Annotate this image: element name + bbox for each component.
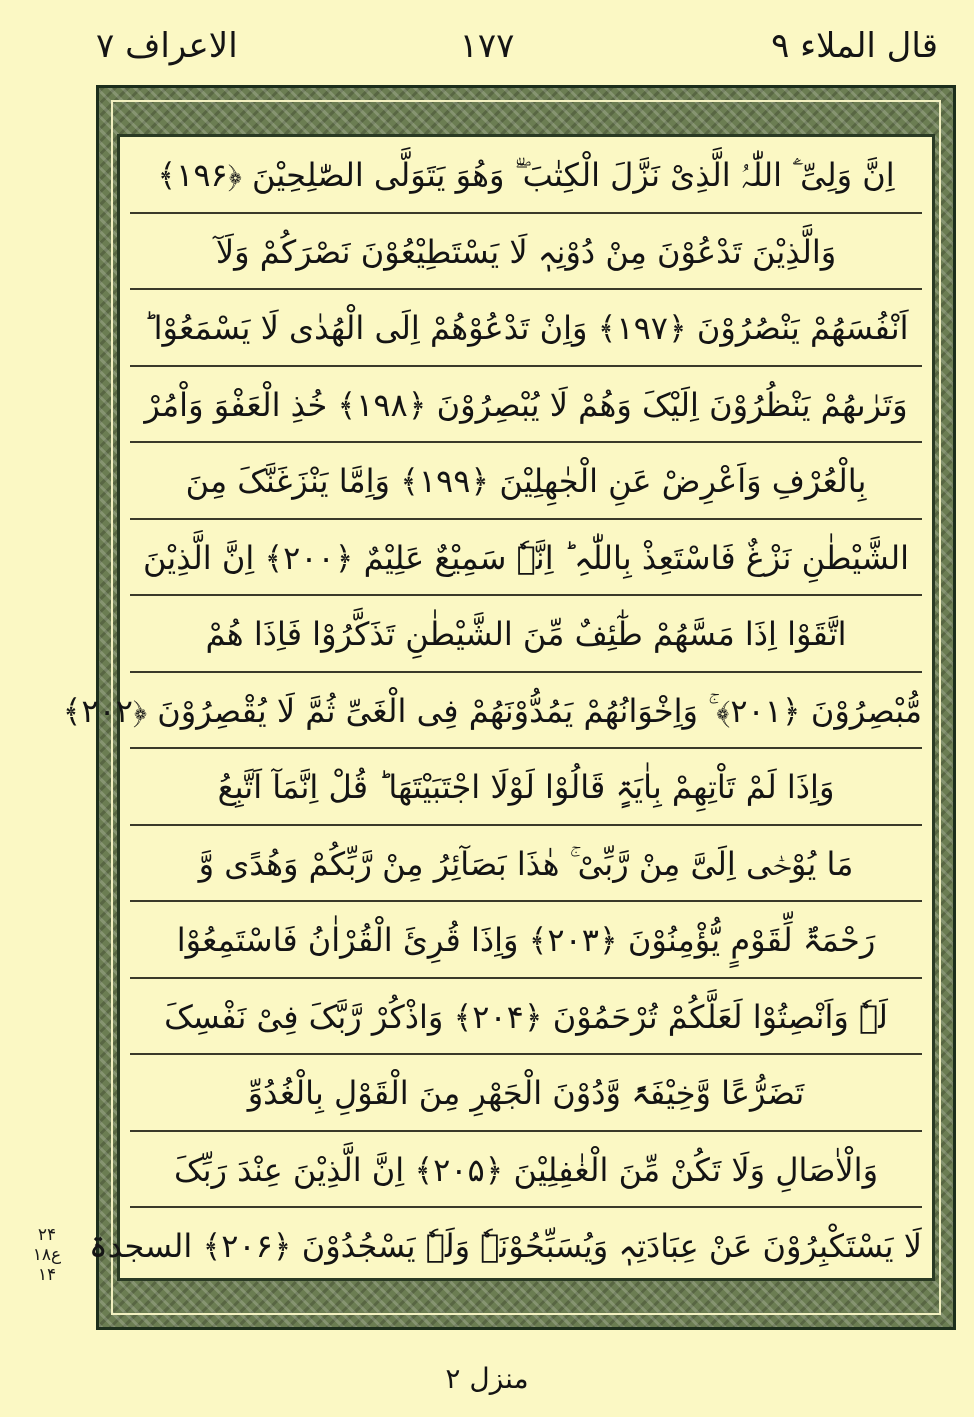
text-line: تَضَرُّعًا وَّخِیْفَۃً وَّدُوْنَ الْجَھْرِ مِنَ الْقَوْلِ بِالْغُدُوِّ [130, 1055, 922, 1132]
text-line: بِالْعُرْفِ وَاَعْرِضْ عَنِ الْجٰھِلِیْنَ ﴿۱۹۹﴾ وَاِمَّا یَنْزَغَنَّکَ مِنَ [130, 443, 922, 520]
text-panel [62, 134, 935, 1281]
text-line: وَالَّذِیْنَ تَدْعُوْنَ مِنْ دُوْنِہٖ لَا یَسْتَطِیْعُوْنَ نَصْرَکُمْ وَلَآ [130, 214, 922, 291]
page-number: ١٧٧ [459, 26, 515, 66]
text-line: اتَّقَوْا اِذَا مَسَّھُمْ طٰٓئِفٌ مِّنَ الشَّیْطٰنِ تَذَکَّرُوْا فَاِذَا ھُمْ [130, 596, 922, 673]
text-line: مُّبْصِرُوْنَ ﴿۲۰۱﴾ ۚ وَاِخْوَانُھُمْ یَمُدُّوْنَھُمْ فِی الْغَیِّ ثُمَّ لَا یُقْصِرُوْنَ ﴿۲۰۲﴾ [130, 673, 922, 750]
para-title: قال الملاء ٩ [771, 26, 938, 66]
text-line: اِنَّ وَلِیِّ َۧ اللّٰہُ الَّذِیْ نَزَّلَ الْکِتٰبَ ۖ٘ وَھُوَ یَتَوَلَّی الصّٰلِحِیْنَ ﴿۱۹۶﴾ [130, 137, 922, 214]
manzil-label: منزل ٢ [445, 1362, 529, 1395]
page-header [0, 8, 974, 78]
ruku-marker-line: ۲۴ [37, 1225, 57, 1245]
text-line: وَتَرٰىھُمْ یَنْظُرُوْنَ اِلَیْکَ وَھُمْ لَا یُبْصِرُوْنَ ﴿۱۹۸﴾ خُذِ الْعَفْوَ وَاْمُرْ [130, 367, 922, 444]
text-line: مَا یُوْحٰۤی اِلَیَّ مِنْ رَّبِّیْ ۚ ھٰذَا بَصَآئِرُ مِنْ رَّبِّکُمْ وَھُدًی وَّ [130, 826, 922, 903]
text-line: لَا یَسْتَکْبِرُوْنَ عَنْ عِبَادَتِہٖ وَیُسَبِّحُوْنَہٗ وَلَہٗ یَسْجُدُوْنَ ﴿۲۰۶﴾ السجدۃ [88, 1227, 922, 1265]
text-line: رَحْمَۃٌ لِّقَوْمٍ یُّؤْمِنُوْنَ ﴿۲۰۳﴾ وَاِذَا قُرِئَ الْقُرْاٰنُ فَاسْتَمِعُوْا [130, 902, 922, 979]
ornamental-border [62, 85, 956, 1330]
text-line: اَنْفُسَھُمْ یَنْصُرُوْنَ ﴿۱۹۷﴾ وَاِنْ تَدْعُوْھُمْ اِلَی الْھُدٰی لَا یَسْمَعُوْا ؕ [130, 290, 922, 367]
surah-title: الاعراف ٧ [96, 26, 238, 66]
text-line: الشَّیْطٰنِ نَزْغٌ فَاسْتَعِذْ بِاللّٰہِ ؕ اِنَّہٗ سَمِیْعٌ عَلِیْمٌ ﴿۲۰۰﴾ اِنَّ الَّذِیْنَ [130, 520, 922, 597]
ruku-marker-line: ۱۴ [37, 1265, 57, 1285]
text-line: وَاِذَا لَمْ تَاْتِھِمْ بِاٰیَۃٍ قَالُوْا لَوْلَا اجْتَبَیْتَھَا ؕ قُلْ اِنَّمَآ اَتَّبِعُ [130, 749, 922, 826]
ruku-marker-line: ۱۸ع [32, 1245, 62, 1265]
text-lines [62, 137, 932, 1278]
ruku-marker [20, 1225, 74, 1335]
text-line: لَہٗ وَاَنْصِتُوْا لَعَلَّکُمْ تُرْحَمُوْنَ ﴿۲۰۴﴾ وَاذْکُرْ رَّبَّکَ فِیْ نَفْسِکَ [130, 979, 922, 1056]
text-line: وَالْاٰصَالِ وَلَا تَکُنْ مِّنَ الْغٰفِلِیْنَ ﴿۲۰۵﴾ اِنَّ الَّذِیْنَ عِنْدَ رَبِّکَ [130, 1132, 922, 1209]
